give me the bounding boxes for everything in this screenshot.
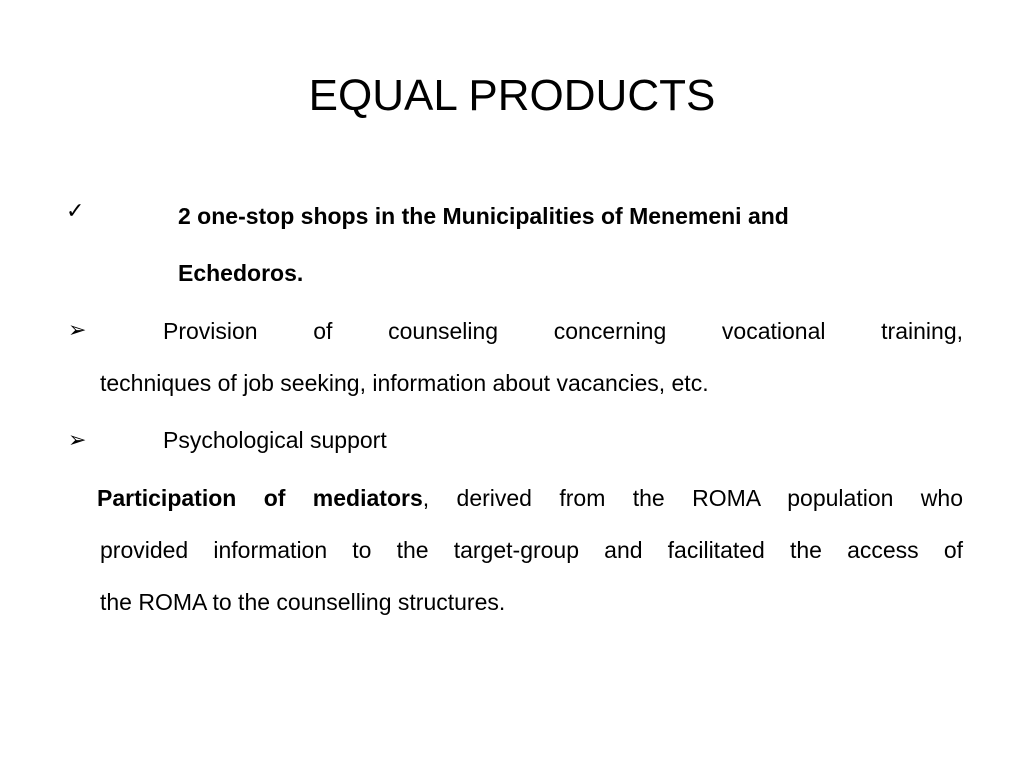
paragraph-bold-lead: Participation of mediators [97, 485, 423, 511]
bullet-text-line: Provision of counseling concerning vocational training, [163, 318, 963, 344]
paragraph-line [97, 472, 963, 524]
bullet-text-line: techniques of job seeking, information about vacancies, etc. [100, 370, 709, 396]
paragraph-line: the ROMA to the counselling structures. [100, 589, 506, 615]
slide-title: EQUAL PRODUCTS [308, 71, 716, 120]
arrowhead-bullet-icon: ➢ [68, 427, 87, 452]
bullet-text-line: 2 one-stop shops in the Municipalities of Menemeni and [178, 203, 789, 229]
bullet-text [178, 188, 978, 302]
bullet-text: Psychological support [163, 427, 387, 453]
checkmark-icon: ✓ [66, 198, 85, 223]
bullet-text-line: Echedoros. [178, 260, 304, 286]
arrowhead-bullet-icon: ➢ [68, 317, 87, 342]
paragraph-line: provided information to the target-group and facilitated the access of [100, 537, 963, 563]
paragraph-text: , derived from the ROMA population who [422, 485, 963, 511]
